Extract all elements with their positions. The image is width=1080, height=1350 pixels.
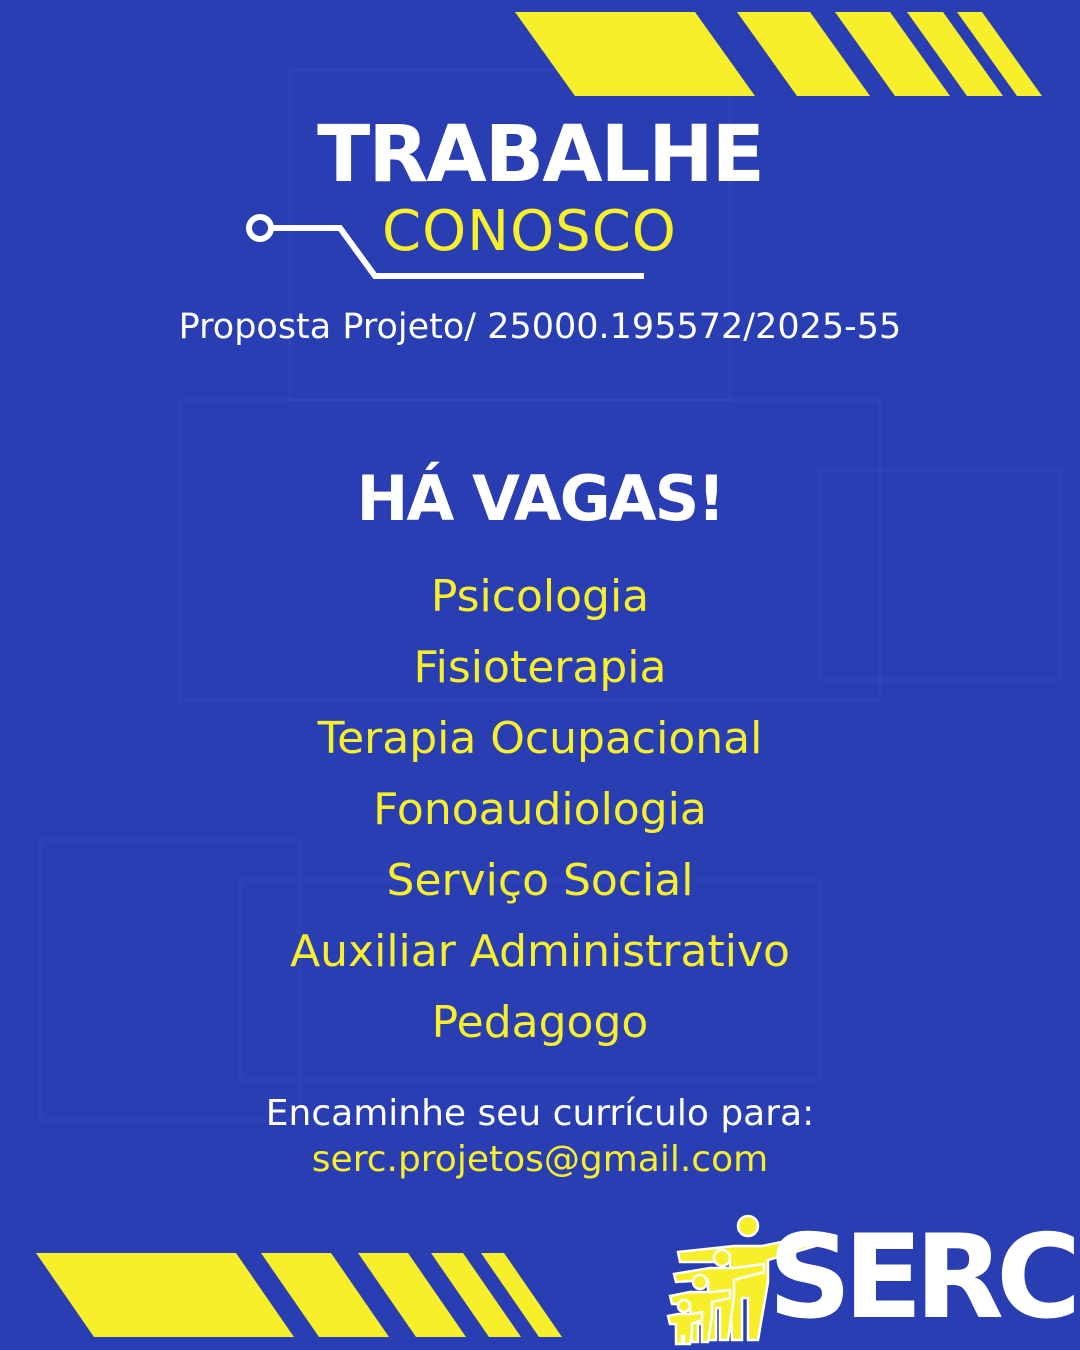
proposal-number: Proposta Projeto/ 25000.195572/2025-55 bbox=[178, 307, 902, 347]
logo-text: SERC bbox=[768, 1210, 1074, 1345]
subtitle: CONOSCO bbox=[382, 199, 677, 264]
decorative-stripes-top bbox=[515, 12, 1045, 96]
positions-list bbox=[0, 566, 1080, 1063]
position-item: Fonoaudiologia bbox=[373, 784, 707, 835]
decorative-stripes-bottom bbox=[36, 1253, 566, 1337]
contact-email[interactable]: serc.projetos@gmail.com bbox=[311, 1139, 769, 1180]
headline: HÁ VAGAS! bbox=[356, 462, 724, 535]
position-item: Serviço Social bbox=[386, 855, 694, 906]
call-to-action: Encaminhe seu currículo para: bbox=[265, 1093, 815, 1134]
position-item: Auxiliar Administrativo bbox=[290, 926, 790, 977]
title: TRABALHE bbox=[317, 110, 763, 200]
position-item: Fisioterapia bbox=[413, 642, 667, 693]
position-item: Terapia Ocupacional bbox=[317, 713, 763, 764]
position-item: Pedagogo bbox=[431, 997, 649, 1048]
serc-logo bbox=[664, 1210, 1074, 1347]
position-item: Psicologia bbox=[430, 571, 650, 622]
